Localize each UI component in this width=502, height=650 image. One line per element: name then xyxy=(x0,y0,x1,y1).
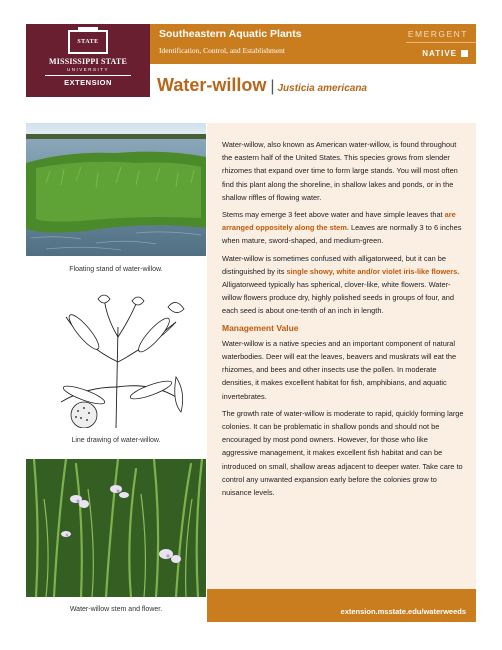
logo-extension-label: EXTENSION xyxy=(64,78,112,87)
common-name: Water-willow xyxy=(157,75,267,95)
description-body xyxy=(222,138,464,503)
floating-stand-photo xyxy=(26,123,206,256)
paragraph-overview: Water-willow, also known as American water-willow, is found throughout the eastern half of the United States. This species grows from slender rhizomes that expand over time to form large stands. You will most often find this plant along the shoreline, in shallow lakes and ponds, or in the shallow riffles of flowing water. xyxy=(222,140,458,202)
page-title xyxy=(157,75,367,96)
logo-university-label: UNIVERSITY xyxy=(66,67,109,72)
category-tag: EMERGENT xyxy=(407,29,468,39)
paragraph-growth: The growth rate of water-willow is moderate to rapid, quickly forming large colonies. It can be problematic in shallow ponds and should not be encouraged by most pond owners. However, for those who like aggressive management, it makes excellent fish habitat and can be introduced on small, shallow areas adjacent to deeper water. Take care to control any unwanted expansion early before the colonies grow to nuisance levels. xyxy=(222,408,464,498)
highlight-flowers: single showy, white and/or violet iris-like flowers. xyxy=(286,266,460,276)
series-header-bar xyxy=(150,24,476,64)
management-value-heading: Management Value xyxy=(222,322,299,333)
photo-caption-drawing: Line drawing of water-willow. xyxy=(71,437,161,444)
photo-caption-floating: Floating stand of water-willow. xyxy=(69,266,163,273)
logo-university-name: MISSISSIPPI STATE xyxy=(48,57,128,66)
paragraph-identification-text-a: Water-willow is sometimes confused with alligatorweed, but it can be distinguished by its xyxy=(222,253,447,276)
title-separator: | xyxy=(270,78,275,95)
line-drawing-illustration xyxy=(26,287,206,428)
stem-flower-photo xyxy=(26,459,206,597)
paragraph-identification-text-b: Alligatorweed typically has spherical, clover-like, white flowers. Water-willow flowers produce dry, highly polished seeds in groups of four, and each seed is about one-tenth of an inch in length. xyxy=(222,280,454,316)
photo-caption-stem: Water-willow stem and flower. xyxy=(69,606,163,613)
paragraph-stems-text-a: Stems may emerge 3 feet above water and have simple leaves that xyxy=(222,210,445,220)
paragraph-stems xyxy=(222,208,464,248)
paragraph-management: Water-willow is a native species and an important component of natural waterbodies. Deer will eat the leaves, beavers and muskrats will eat the rhizomes, and bees and other insects use the pollen. In moderate densities, it makes excellent habitat for fish, amphibians, and aquatic invertebrates. xyxy=(222,338,457,401)
description-panel xyxy=(207,123,476,589)
tag-divider xyxy=(406,42,476,43)
series-subtitle: Identification, Control, and Establishment xyxy=(159,46,286,55)
status-tag xyxy=(422,49,468,58)
footer-bar xyxy=(207,589,476,622)
series-title: Southeastern Aquatic Plants xyxy=(159,28,302,40)
msu-emblem-icon: STATE xyxy=(68,30,108,54)
highlight-opposite-leaves: are arranged oppositely along the stem. xyxy=(222,210,456,233)
status-tag-label: NATIVE xyxy=(422,49,457,58)
footer-url-link[interactable]: extension.msstate.edu/waterweeds xyxy=(340,607,466,616)
paragraph-stems-text-b: Leaves are normally 3 to 6 inches when mature, sword-shaped, and medium-green. xyxy=(222,223,462,246)
scientific-name: Justicia americana xyxy=(277,83,367,94)
msu-extension-logo xyxy=(26,24,150,97)
square-icon xyxy=(461,50,468,57)
logo-divider xyxy=(45,75,131,76)
paragraph-identification xyxy=(222,252,464,318)
